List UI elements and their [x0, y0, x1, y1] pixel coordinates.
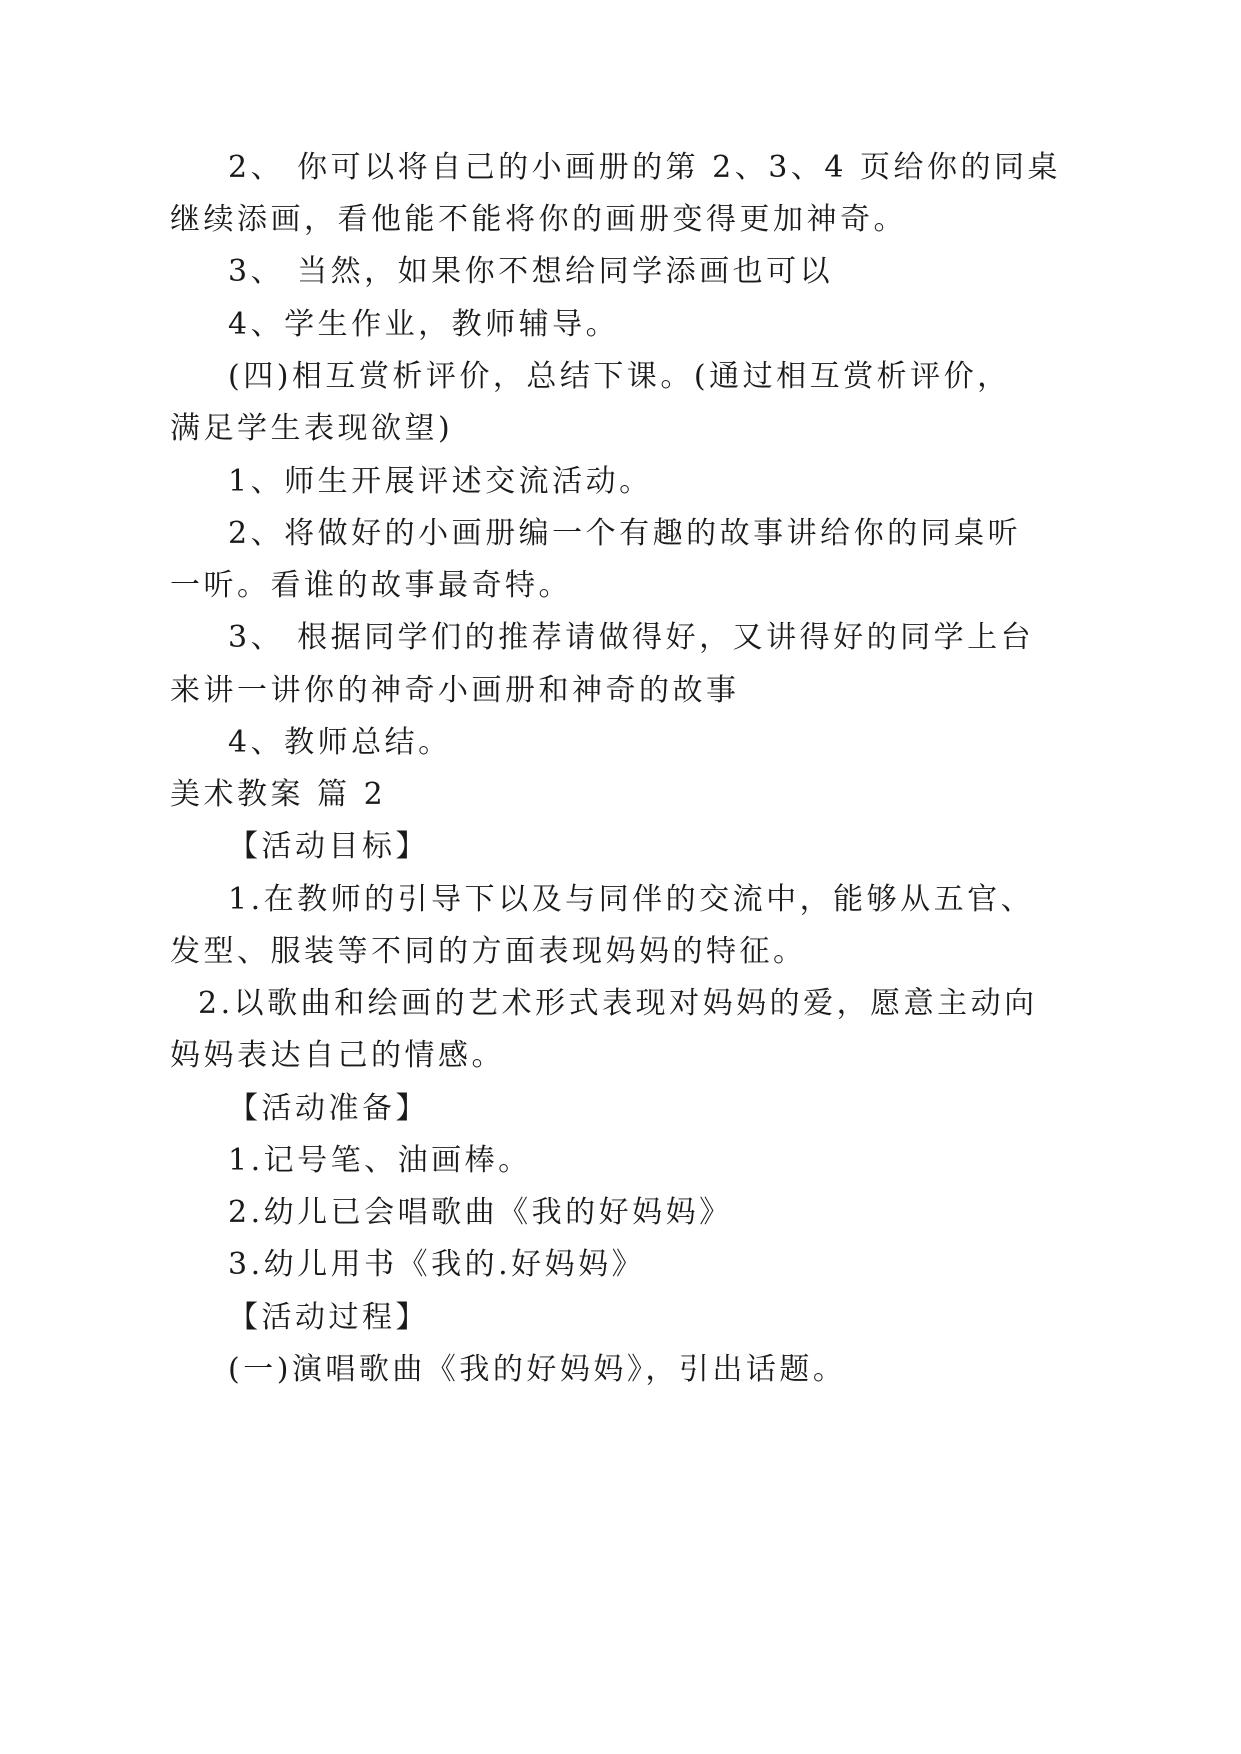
paragraph-line: 满足学生表现欲望) — [170, 411, 454, 446]
subsection-heading: 【活动过程】 — [228, 1300, 429, 1335]
paragraph-line: 4、学生作业，教师辅导。 — [228, 307, 620, 342]
subsection-heading: 【活动目标】 — [228, 829, 429, 864]
paragraph-line: 1、师生开展评述交流活动。 — [228, 464, 653, 499]
paragraph-line: 妈妈表达自己的情感。 — [170, 1038, 505, 1073]
paragraph-line: (一)演唱歌曲《我的好妈妈》，引出话题。 — [228, 1352, 847, 1387]
section-title: 美术教案 篇 2 — [170, 777, 387, 812]
paragraph-line: 发型、服装等不同的方面表现妈妈的特征。 — [170, 934, 807, 969]
paragraph-line: 2.以歌曲和绘画的艺术形式表现对妈妈的爱，愿意主动向 — [198, 986, 1038, 1021]
subsection-heading: 【活动准备】 — [228, 1091, 429, 1126]
paragraph-line: 1.记号笔、油画棒。 — [228, 1143, 532, 1178]
paragraph-line: 2、将做好的小画册编一个有趣的故事讲给你的同桌听 — [228, 516, 1022, 551]
section-heading-line: (四)相互赏析评价，总结下课。(通过相互赏析评价， — [228, 359, 1011, 394]
paragraph-line: 3、 根据同学们的推荐请做得好，又讲得好的同学上台 — [228, 620, 1035, 655]
paragraph-line: 3.幼儿用书《我的.好妈妈》 — [228, 1247, 646, 1282]
paragraph-line: 1.在教师的引导下以及与同伴的交流中，能够从五官、 — [228, 882, 1035, 917]
paragraph-line: 来讲一讲你的神奇小画册和神奇的故事 — [170, 673, 740, 708]
paragraph-line: 一听。看谁的故事最奇特。 — [170, 568, 572, 603]
paragraph-line: 2、 你可以将自己的小画册的第 2、3、4 页给你的同桌 — [228, 150, 1061, 185]
paragraph-line: 3、 当然，如果你不想给同学添画也可以 — [228, 254, 834, 289]
paragraph-line: 4、教师总结。 — [228, 725, 452, 760]
paragraph-line: 继续添画，看他能不能将你的画册变得更加神奇。 — [170, 202, 907, 237]
paragraph-line: 2.幼儿已会唱歌曲《我的好妈妈》 — [228, 1195, 733, 1230]
